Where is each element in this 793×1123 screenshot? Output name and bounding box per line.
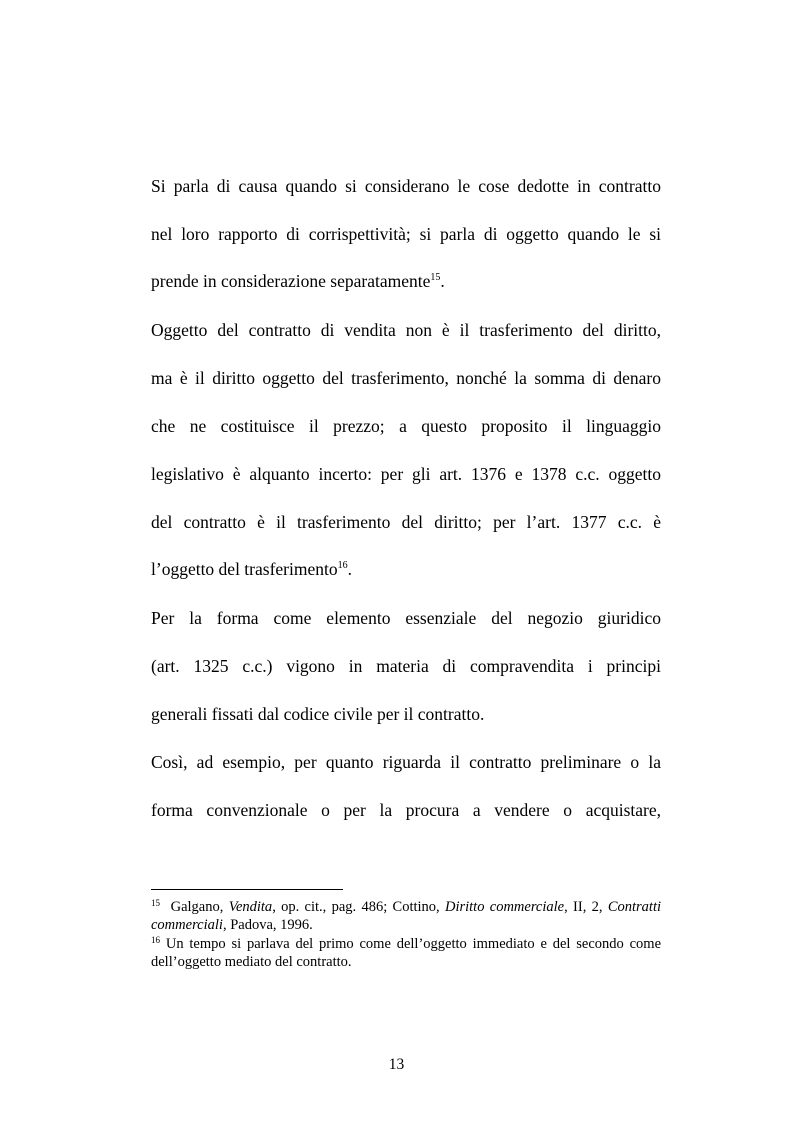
footnote-ref[interactable]: 16: [337, 560, 348, 571]
footnote-16: [151, 935, 661, 971]
body-line: nel loro rapporto di corrispettività; si parla di oggetto quando le si: [151, 224, 661, 244]
body-line: Per la forma come elemento essenziale del negozio giuridico: [151, 608, 661, 628]
body-text: l’oggetto del trasferimento: [151, 559, 338, 579]
footnote-text: Galgano,: [170, 899, 229, 915]
footnote-text: Un tempo si parlava del primo come dell’oggetto immediato e del secondo come dell’oggetto mediato del contratto.: [151, 936, 662, 970]
footnote-title: Contratti commerciali: [151, 899, 662, 933]
footnote-text: , Padova, 1996.: [222, 917, 313, 933]
body-line: [151, 558, 661, 580]
body-line: [151, 270, 661, 292]
body-line: che ne costituisce il prezzo; a questo proposito il linguaggio: [151, 416, 661, 436]
page-number: 13: [388, 1056, 405, 1073]
body-line: ma è il diritto oggetto del trasferimento, nonché la somma di denaro: [151, 368, 661, 388]
footnote-number: 15: [151, 898, 160, 908]
body-line: del contratto è il trasferimento del diritto; per l’art. 1377 c.c. è: [151, 512, 661, 532]
body-line: Si parla di causa quando si considerano le cose dedotte in contratto: [151, 176, 661, 196]
body-line: Oggetto del contratto di vendita non è il trasferimento del diritto,: [151, 320, 661, 340]
body-line: forma convenzionale o per la procura a vendere o acquistare,: [151, 800, 661, 820]
body-text: prende in considerazione separatamente: [151, 271, 431, 291]
footnote-text: , II, 2,: [564, 899, 608, 915]
footnote-separator: [151, 889, 343, 890]
body-text: .: [347, 559, 352, 579]
body-line: Così, ad esempio, per quanto riguarda il contratto preliminare o la: [151, 752, 661, 772]
footnote-title: Diritto commerciale: [444, 899, 565, 915]
footnote-text: , op. cit., pag. 486; Cottino,: [272, 899, 445, 915]
body-line: generali fissati dal codice civile per il contratto.: [151, 704, 485, 724]
body-text: .: [440, 271, 445, 291]
footnote-ref[interactable]: 15: [430, 272, 441, 283]
body-line: legislativo è alquanto incerto: per gli art. 1376 e 1378 c.c. oggetto: [151, 464, 661, 484]
body-line: (art. 1325 c.c.) vigono in materia di compravendita i principi: [151, 656, 661, 676]
footnote-title: Vendita: [228, 899, 273, 915]
footnote-15: [151, 898, 661, 934]
footnote-number: 16: [151, 935, 160, 945]
